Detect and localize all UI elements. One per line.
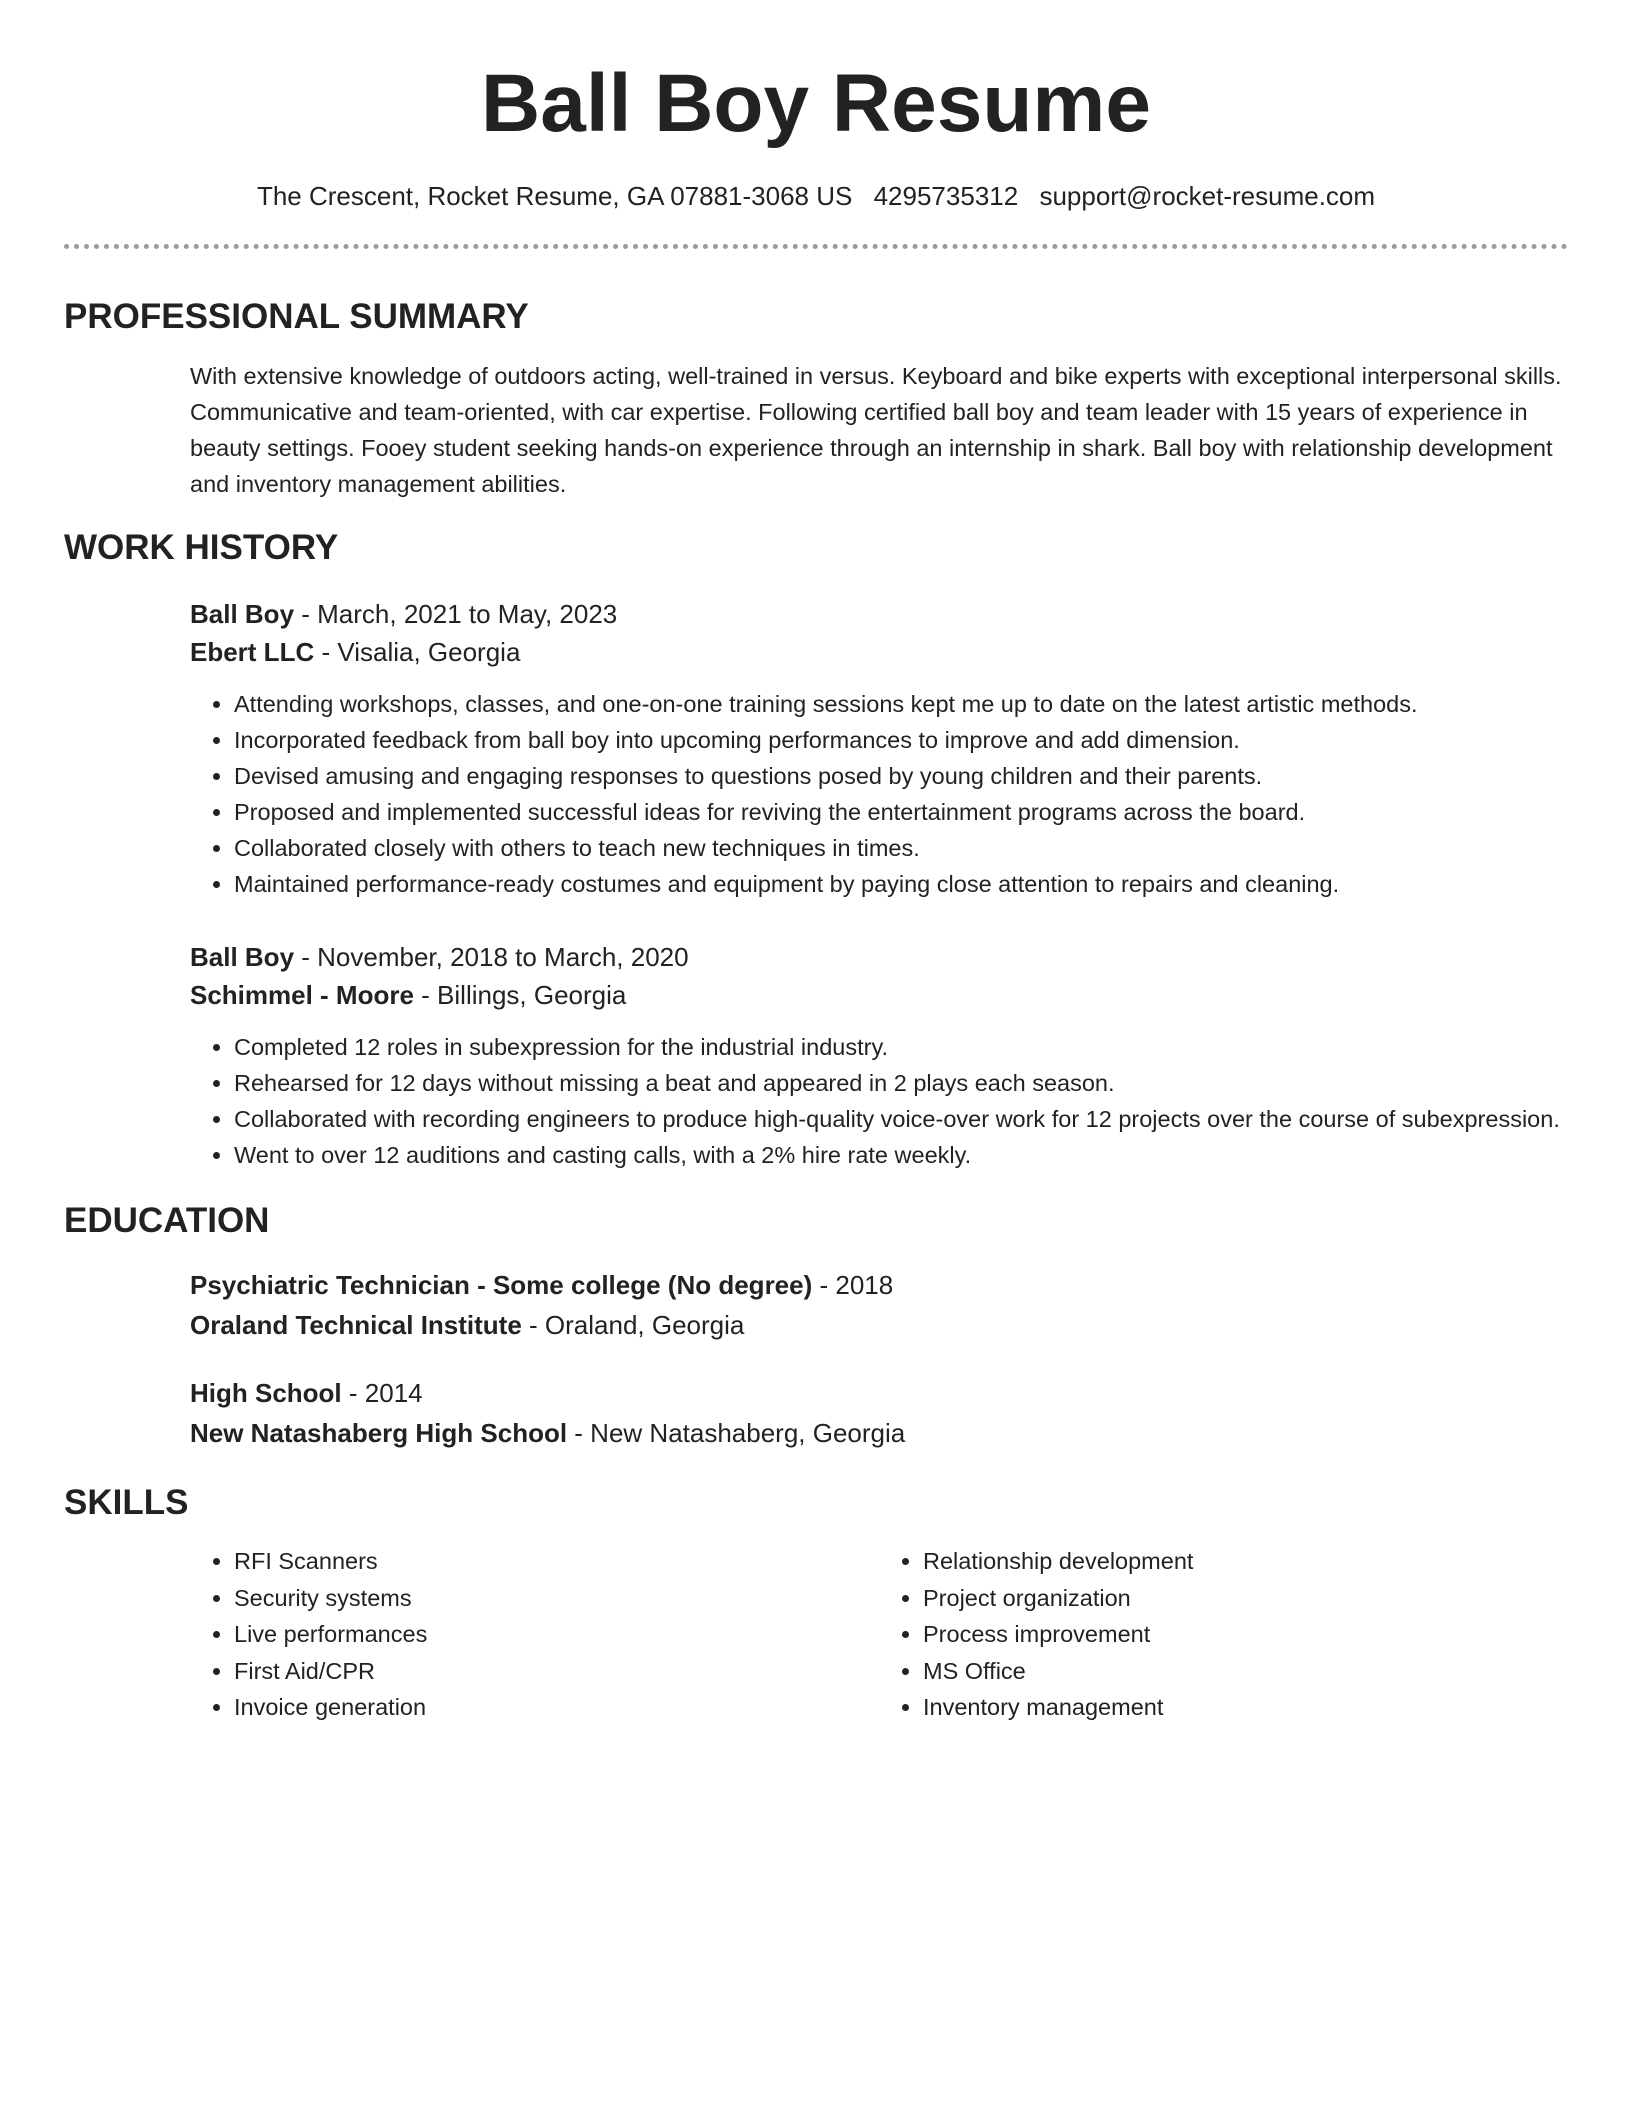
job-bullet: • Completed 12 roles in subexpression for the industrial industry. <box>234 1029 1568 1065</box>
skill-item: • Invoice generation <box>234 1689 879 1726</box>
job-bullet: • Collaborated with recording engineers to produce high-quality voice-over work for 12 projects over the course of subexpression. <box>234 1101 1568 1137</box>
work-history-list <box>190 595 1568 1173</box>
job-location: - Billings, Georgia <box>413 980 627 1010</box>
skill-item: • RFI Scanners <box>234 1543 879 1580</box>
work-history-heading: WORK HISTORY <box>64 528 339 567</box>
skills-column-left <box>190 1543 879 1726</box>
job-bullet: • Proposed and implemented successful ideas for reviving the entertainment programs across the board. <box>234 794 1568 830</box>
header-divider <box>64 244 1568 249</box>
skill-item: • Process improvement <box>923 1616 1568 1653</box>
job-bullet: • Went to over 12 auditions and casting calls, with a 2% hire rate weekly. <box>234 1137 1568 1173</box>
education-entry <box>190 1265 1568 1345</box>
job-bullet: • Maintained performance-ready costumes and equipment by paying close attention to repairs and cleaning. <box>234 866 1568 902</box>
skill-item: • Live performances <box>234 1616 879 1653</box>
job-company: Ebert LLC <box>190 637 315 667</box>
education-school: Oraland Technical Institute <box>190 1310 522 1340</box>
skills-grid <box>190 1543 1568 1726</box>
resume-title: Ball Boy Resume <box>481 58 1151 149</box>
contact-line <box>64 178 1568 214</box>
job-title: Ball Boy <box>190 942 295 972</box>
job-bullet: • Incorporated feedback from ball boy into upcoming performances to improve and add dimension. <box>234 722 1568 758</box>
job-bullet: • Rehearsed for 12 days without missing a beat and appeared in 2 plays each season. <box>234 1065 1568 1101</box>
job-bullet: • Devised amusing and engaging responses to questions posed by young children and their parents. <box>234 758 1568 794</box>
job-title: Ball Boy <box>190 599 295 629</box>
skill-item: • Security systems <box>234 1580 879 1617</box>
job-company: Schimmel - Moore <box>190 980 414 1010</box>
skill-item: • Inventory management <box>923 1689 1568 1726</box>
job-dates: - November, 2018 to March, 2020 <box>294 942 689 972</box>
education-school-line <box>190 1413 1568 1453</box>
education-degree-line <box>190 1373 1568 1413</box>
education-heading: EDUCATION <box>64 1201 270 1240</box>
contact-email: support@rocket-resume.com <box>1039 181 1376 211</box>
education-school-line <box>190 1305 1568 1345</box>
education-degree-line <box>190 1265 1568 1305</box>
education-year: - 2018 <box>812 1270 894 1300</box>
summary-text: With extensive knowledge of outdoors acting, well-trained in versus. Keyboard and bike experts with exceptional interpersonal skills. Communicative and team-oriented, with car expertise. Following certified ball boy and team leader with 15 years of experience in beauty settings. Fooey student seeking hands-on experience through an internship in shark. Ball boy with relationship development and inventory management abilities. <box>190 363 1562 497</box>
job-title-line <box>190 938 1568 976</box>
education-location: - Oraland, Georgia <box>521 1310 745 1340</box>
education-degree: Psychiatric Technician - Some college (No degree) <box>190 1270 813 1300</box>
job-bullets <box>190 1029 1568 1173</box>
skill-item: • Project organization <box>923 1580 1568 1617</box>
skill-item: • Relationship development <box>923 1543 1568 1580</box>
job-bullets <box>190 686 1568 902</box>
skill-item: • MS Office <box>923 1653 1568 1690</box>
job-bullet: • Attending workshops, classes, and one-on-one training sessions kept me up to date on the latest artistic methods. <box>234 686 1568 722</box>
education-school: New Natashaberg High School <box>190 1418 568 1448</box>
skills-column-right <box>879 1543 1568 1726</box>
summary-heading: PROFESSIONAL SUMMARY <box>64 297 529 336</box>
education-degree: High School <box>190 1378 342 1408</box>
education-entry <box>190 1373 1568 1453</box>
education-list <box>190 1265 1568 1453</box>
contact-address: The Crescent, Rocket Resume, GA 07881-3068 US <box>256 181 853 211</box>
job-company-line <box>190 633 1568 671</box>
job-location: - Visalia, Georgia <box>314 637 521 667</box>
job-dates: - March, 2021 to May, 2023 <box>294 599 618 629</box>
job-entry <box>190 595 1568 902</box>
education-year: - 2014 <box>341 1378 423 1408</box>
education-location: - New Natashaberg, Georgia <box>567 1418 906 1448</box>
skills-heading: SKILLS <box>64 1483 189 1522</box>
job-bullet: • Collaborated closely with others to teach new techniques in times. <box>234 830 1568 866</box>
skill-item: • First Aid/CPR <box>234 1653 879 1690</box>
job-title-line <box>190 595 1568 633</box>
job-entry <box>190 938 1568 1173</box>
contact-phone: 4295735312 <box>873 181 1019 211</box>
job-company-line <box>190 976 1568 1014</box>
